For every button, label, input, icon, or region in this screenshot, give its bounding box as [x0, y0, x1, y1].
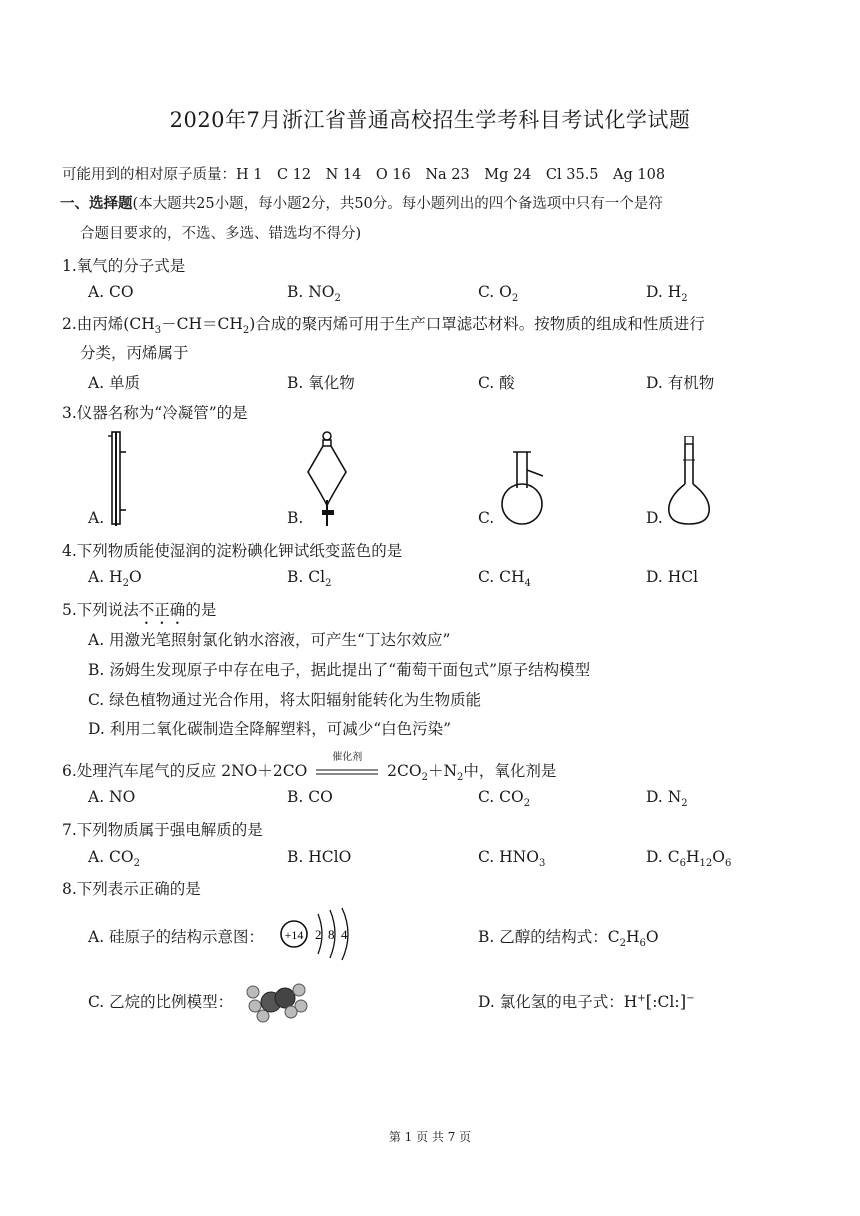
q2-stem: 2.由丙烯$(CH_3-CH=CH_2)$合成的聚丙烯可用于生产口罩滤芯材料。按物质的组成和性质进行 [62, 315, 705, 337]
shell-3: 4 [341, 927, 348, 942]
q8-stem: 8.下列表示正确的是 [62, 880, 201, 898]
q5-option-a: A. 用激光笔照射氯化钠水溶液，可产生“丁达尔效应” [88, 631, 451, 649]
q6-stem: 6.处理汽车尾气的反应 2NO＋2CO 催化剂 $2CO_2+N_2$中，氧化剂是 [62, 759, 556, 783]
section-desc-2: 合题目要求的，不选、多选、错选均不得分) [80, 226, 362, 242]
q6-option-c: C. $CO_2$ [478, 788, 531, 810]
reaction-arrow [316, 752, 378, 780]
q2-option-b: B. 氧化物 [287, 374, 355, 392]
separatory-funnel-icon [302, 430, 352, 528]
q1-option-c: C. $O_2$ [478, 283, 519, 305]
q5-option-c: C. 绿色植物通过光合作用，将太阳辐射能转化为生物质能 [88, 691, 482, 709]
q4-option-b: B. $Cl_2$ [287, 568, 332, 590]
q3-option-c: C. [478, 509, 495, 527]
q7-option-a: A. $CO_2$ [88, 848, 140, 870]
q7-option-b: B. HClO [287, 848, 352, 866]
section-desc-1: (本大题共25小题，每小题2分，共50分。每小题列出的四个备选项中只有一个是符 [132, 196, 663, 212]
silicon-atom-diagram [278, 906, 364, 962]
q1-option-d: D. $H_2$ [646, 283, 688, 305]
distillation-flask-icon [497, 450, 549, 528]
q3-option-d: D. [646, 509, 663, 527]
shell-2: 8 [328, 927, 335, 942]
q3-stem: 3.仪器名称为“冷凝管”的是 [62, 404, 248, 422]
q5-option-b: B. 汤姆生发现原子中存在电子，据此提出了“葡萄干面包式”原子结构模型 [88, 661, 591, 679]
q8-option-a: A. 硅原子的结构示意图： [88, 928, 265, 946]
q1-option-a: A. CO [88, 283, 134, 301]
ethane-model-icon [243, 976, 309, 1026]
page-footer: 第 1 页 共 7 页 [388, 1130, 472, 1144]
q5-stem: 5.下列说法不正确的是 [62, 601, 217, 619]
q4-option-a: A. $H_2O$ [88, 568, 142, 590]
page-title: 2020年7月浙江省普通高校招生学考科目考试化学试题 [169, 108, 691, 132]
q2-option-c: C. 酸 [478, 374, 515, 392]
q8-option-b: B. 乙醇的结构式：$C_2H_6O$ [478, 928, 659, 950]
condenser-icon [104, 430, 130, 528]
nucleus-label: +14 [284, 928, 304, 942]
q3-option-b: B. [287, 509, 304, 527]
q6-option-d: D. $N_2$ [646, 788, 688, 810]
q1-stem: 1.氧气的分子式是 [62, 257, 186, 275]
hcl-h: H [623, 993, 638, 1011]
q8-option-c: C. 乙烷的比例模型： [88, 993, 234, 1011]
section-heading: 一、选择题 [60, 195, 133, 212]
q4-stem: 4.下列物质能使湿润的淀粉碘化钾试纸变蓝色的是 [62, 542, 403, 560]
hcl-cl: :Cl: [652, 993, 680, 1011]
section-heading-line [60, 192, 663, 213]
q6-option-a: A. NO [88, 788, 136, 806]
q8-option-d: D. 氯化氢的电子式：H+[:Cl:]− [478, 992, 695, 1012]
q2-option-d: D. 有机物 [646, 374, 715, 392]
catalyst-label: 催化剂 [332, 752, 363, 763]
q2-stem-line2: 分类，丙烯属于 [80, 344, 189, 362]
q7-option-d: D. $C_6H_{12}O_6$ [646, 848, 732, 870]
q6-option-b: B. CO [287, 788, 333, 806]
q7-option-c: C. $HNO_3$ [478, 848, 546, 870]
q7-stem: 7.下列物质属于强电解质的是 [62, 821, 263, 839]
atomic-mass-line: 可能用到的相对原子质量：H 1 C 12 N 14 O 16 Na 23 Mg 24 Cl 35.5 Ag 108 [62, 167, 666, 183]
q4-option-d: D. HCl [646, 568, 699, 586]
q5-option-d: D. 利用二氧化碳制造全降解塑料，可减少“白色污染” [88, 720, 452, 738]
q3-option-a: A. [88, 509, 105, 527]
q1-option-b: B. $NO_2$ [287, 283, 341, 305]
q4-option-c: C. $CH_4$ [478, 568, 531, 590]
q2-option-a: A. 单质 [88, 374, 141, 392]
shell-1: 2 [315, 927, 322, 942]
volumetric-flask-icon [665, 436, 713, 528]
